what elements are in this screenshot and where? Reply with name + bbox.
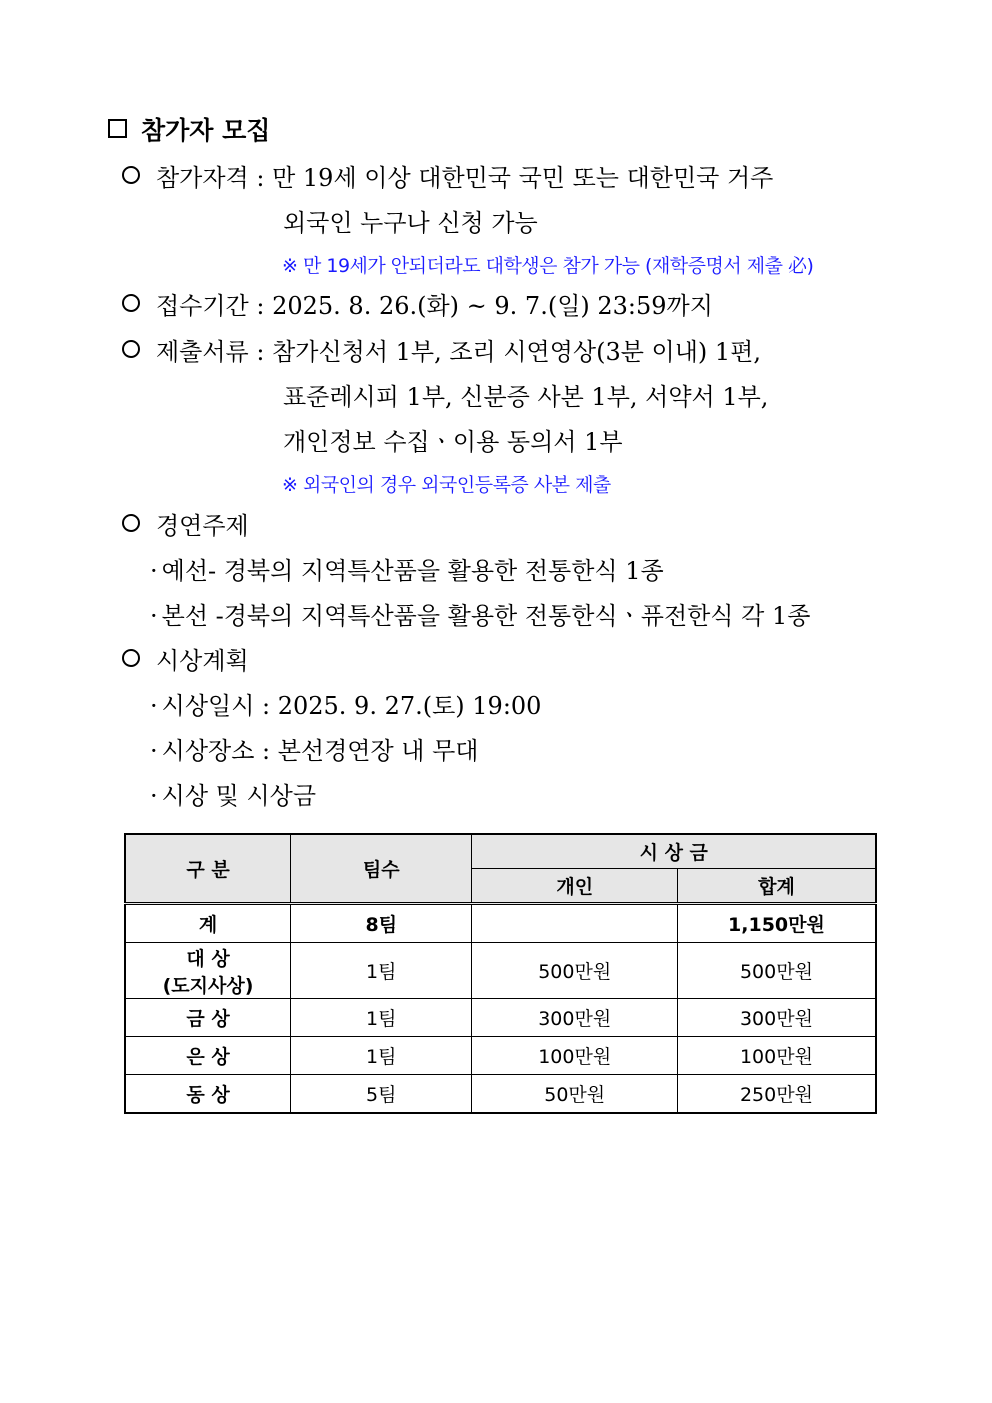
award-item-text: 시상일시 : 2025. 9. 27.(토) 19:00: [161, 692, 542, 720]
period-line: [122, 291, 713, 321]
table-row: [125, 999, 876, 1037]
cell-category: 동 상: [125, 1075, 291, 1114]
eligibility-text-1: 만 19세 이상 대한민국 국민 또는 대한민국 거주: [272, 164, 774, 192]
header-sum: 합계: [677, 869, 876, 904]
award-item: [150, 736, 478, 766]
award-heading: [122, 646, 249, 676]
documents-text-1: 참가신청서 1부, 조리 시연영상(3분 이내) 1편,: [272, 338, 761, 366]
award-item-text: 시상 및 시상금: [161, 782, 317, 810]
eligibility-text-2: 외국인 누구나 신청 가능: [283, 209, 538, 237]
category-name: 대 상: [186, 947, 230, 970]
middle-dot-bullet: ·: [150, 782, 158, 810]
header-individual: 개인: [472, 869, 677, 904]
table-row: [125, 1075, 876, 1114]
cell-sum: 250만원: [677, 1075, 876, 1114]
documents-note: ※ 외국인의 경우 외국인등록증 사본 제출: [282, 474, 611, 496]
cell-category: [125, 943, 291, 999]
cell-sum: 500만원: [677, 943, 876, 999]
theme-item-text: 예선- 경북의 지역특산품을 활용한 전통한식 1종: [161, 557, 664, 585]
period-label: 접수기간 :: [156, 292, 265, 320]
cell-teams: 1팀: [291, 1037, 472, 1075]
table-row: [125, 1037, 876, 1075]
period-value: 2025. 8. 26.(화) ~ 9. 7.(일) 23:59까지: [272, 292, 713, 320]
circle-bullet-icon: [122, 340, 140, 358]
circle-bullet-icon: [122, 514, 140, 532]
circle-bullet-icon: [122, 649, 140, 667]
table-row: [125, 943, 876, 999]
theme-item-text: 본선 -경북의 지역특산품을 활용한 전통한식ㆍ퓨전한식 각 1종: [161, 602, 811, 630]
cell-sum: 1,150만원: [677, 904, 876, 943]
header-prize: 시 상 금: [472, 834, 876, 869]
checkbox-square-icon: [108, 119, 127, 138]
cell-individual: 50만원: [472, 1075, 677, 1114]
circle-bullet-icon: [122, 166, 140, 184]
table-row-total: [125, 904, 876, 943]
award-item-text: 시상장소 : 본선경연장 내 무대: [161, 737, 479, 765]
theme-label: 경연주제: [156, 512, 249, 540]
circle-bullet-icon: [122, 294, 140, 312]
cell-teams: 1팀: [291, 999, 472, 1037]
middle-dot-bullet: ·: [150, 737, 158, 765]
cell-individual: 500만원: [472, 943, 677, 999]
middle-dot-bullet: ·: [150, 692, 158, 720]
cell-category: 계: [125, 904, 291, 943]
cell-individual: 100만원: [472, 1037, 677, 1075]
cell-individual: 300만원: [472, 999, 677, 1037]
section-title: 참가자 모집: [141, 116, 271, 145]
cell-teams: 8팀: [291, 904, 472, 943]
middle-dot-bullet: ·: [150, 602, 158, 630]
cell-sum: 100만원: [677, 1037, 876, 1075]
prize-table: [124, 833, 877, 1114]
cell-teams: 5팀: [291, 1075, 472, 1114]
theme-item: [150, 601, 810, 631]
award-item: [150, 781, 316, 811]
eligibility-note: ※ 만 19세가 안되더라도 대학생은 참가 가능 (재학증명서 제출 必): [282, 255, 814, 277]
section-heading: [108, 116, 270, 146]
middle-dot-bullet: ·: [150, 557, 158, 585]
header-category: 구 분: [125, 834, 291, 904]
documents-label: 제출서류 :: [156, 338, 265, 366]
eligibility-label: 참가자격 :: [156, 164, 265, 192]
cell-category: 금 상: [125, 999, 291, 1037]
header-teams: 팀수: [291, 834, 472, 904]
category-sub: (도지사상): [162, 974, 254, 997]
cell-individual: [472, 904, 677, 943]
eligibility-line-1: [122, 163, 773, 193]
documents-text-3: 개인정보 수집ㆍ이용 동의서 1부: [283, 428, 623, 456]
cell-category: 은 상: [125, 1037, 291, 1075]
cell-teams: 1팀: [291, 943, 472, 999]
documents-text-2: 표준레시피 1부, 신분증 사본 1부, 서약서 1부,: [283, 383, 769, 411]
theme-heading: [122, 511, 249, 541]
award-label: 시상계획: [156, 647, 249, 675]
cell-sum: 300만원: [677, 999, 876, 1037]
theme-item: [150, 556, 664, 586]
award-item: [150, 691, 541, 721]
documents-line-1: [122, 337, 761, 367]
